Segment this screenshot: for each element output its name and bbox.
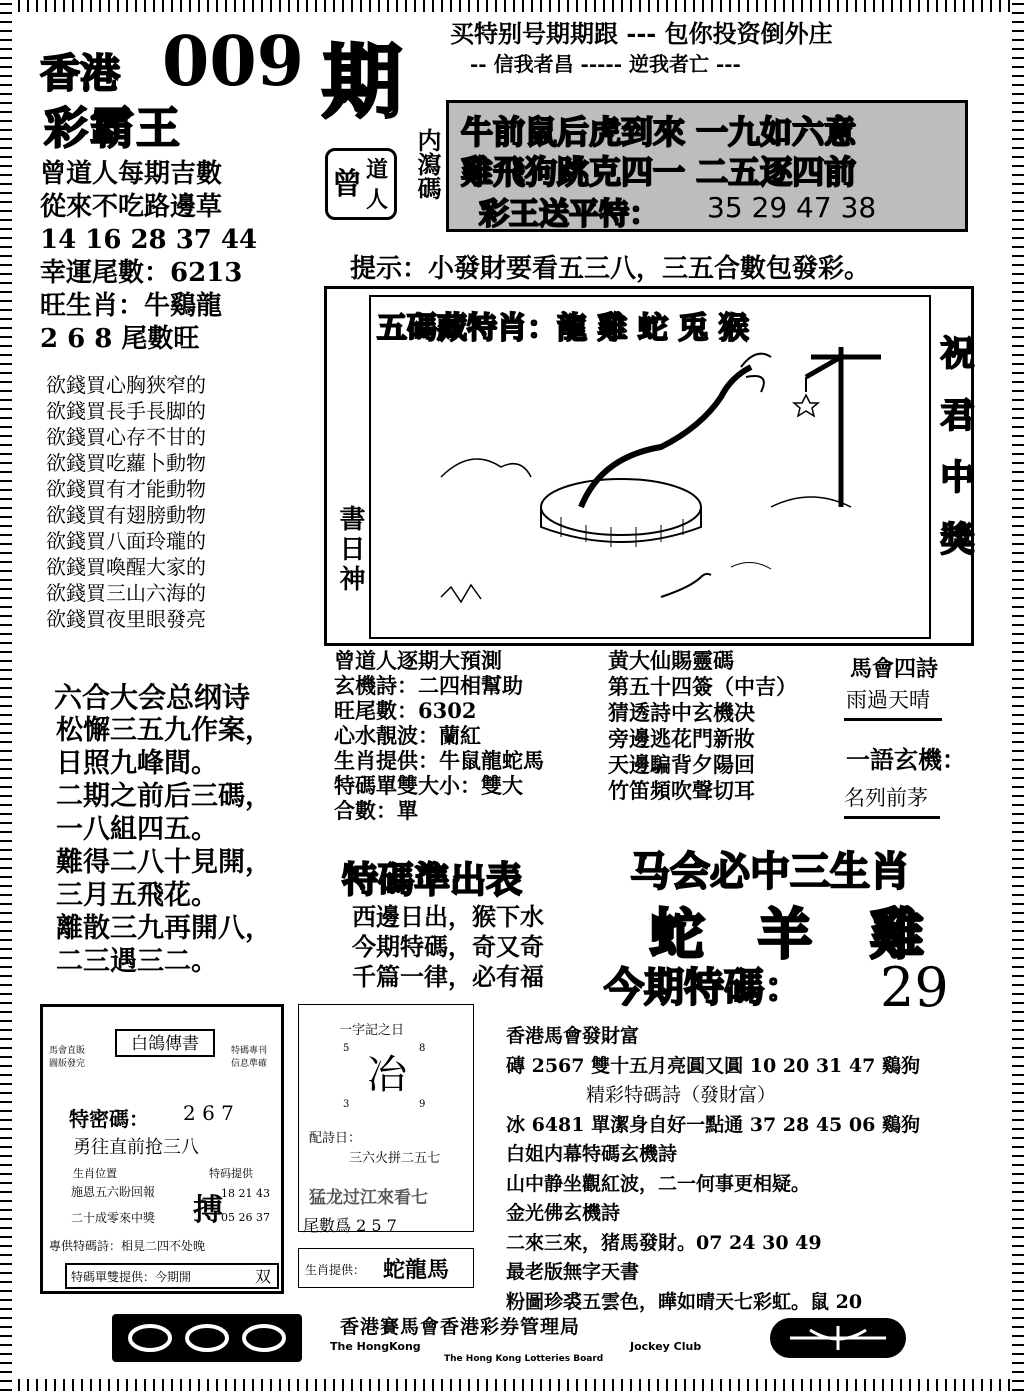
prediction-line: 曾道人逐期大預測 [334,648,502,673]
bottom-border [0,1379,1024,1391]
money-list-item: 欲錢買有才能動物 [46,477,206,501]
huang-line: 竹笛頻吹聲切耳 [608,778,755,803]
money-list-item: 欲錢買八面玲瓏的 [46,529,206,553]
top-border [0,0,1024,12]
prediction-line: 生肖提供：牛鼠龍蛇馬 [334,748,544,773]
brand-hk: 香港 [40,51,120,97]
today-special-label: 今期特碼： [604,965,804,1011]
pigeon-card [40,1004,284,1294]
money-list-item: 欲錢買長手長脚的 [46,399,206,423]
lotteries-logo [770,1318,906,1358]
yizi-dragon-line: 猛龙过江來看七 [309,1188,428,1208]
money-list-item: 欲錢買心存不甘的 [46,425,206,449]
gray-box [446,100,968,232]
prediction-block [334,648,544,823]
money-list-item: 欲錢買吃蘿卜動物 [46,451,206,475]
seal-char-mid: 人 [366,187,389,213]
prediction-line: 心水靚波：蘭紅 [334,723,481,748]
yizi-n9: 9 [419,1099,426,1110]
right-bottom-line: 最老版無字天書 [506,1261,640,1283]
brand-block [40,22,310,102]
card-poem-label: 專供特碼詩：相見二四不处晚 [49,1239,206,1253]
seal-char-left: 曾 [332,167,362,202]
lotteries-logo-mark [770,1318,906,1358]
picture-right-vertical-text: 祝君中獎 [934,335,974,583]
yizi-n5: 5 [343,1043,350,1054]
gray-line-3-numbers: 35 29 47 38 [707,191,877,224]
poem-title: 六合大会总纲诗 [54,681,251,714]
poem-line: 松懈三五九作案， [56,715,272,746]
prediction-line: 特碼單雙大小：雙大 [334,773,523,798]
money-list-item: 欲錢買心胸狹窄的 [46,373,206,397]
secret-code-number: 2 6 7 [183,1101,234,1125]
card-motto: 勇往直前抢三八 [73,1137,199,1158]
poem-line: 日照九峰間。 [56,748,218,779]
right-bottom-line: 白姐内幕特碼玄機詩 [506,1143,678,1165]
zodiac-pos-2: 二十成零來中獎 [71,1211,156,1225]
poem-line: 三月五飛花。 [56,880,218,911]
poem-line: 二期之前后三碼， [56,781,272,812]
poem-line: 離散三九再開八， [56,913,272,944]
yizi-match-text: 三六火拼二五七 [349,1151,441,1166]
slogan-line-2: -- 信我者昌 ----- 逆我者亡 --- [470,52,741,76]
provide-numbers-1: 18 21 43 [221,1187,270,1200]
secret-code-label: 特密碼： [69,1107,149,1131]
special-line: 今期特碼，奇又奇 [352,932,544,961]
poem-lines [56,714,272,978]
info-line-2: 從來不吃路邊草 [40,192,223,222]
zodiac-animal-3: 雞 [870,903,924,966]
info-tail-hot: 2 6 8 尾數旺 [40,324,200,354]
footer-english-1: The HongKong [330,1340,421,1353]
special-title: 特碼準出表 [342,860,523,901]
parity-value: 双 [255,1267,272,1286]
dragon-illustration [411,337,901,637]
money-list-item: 欲錢買夜里眼發亮 [46,607,206,631]
one-word-title: 一語玄機： [846,745,966,774]
yizi-character: 冶 [367,1052,407,1098]
zodiac-pos-1: 施恩五六盼回報 [71,1185,156,1199]
yizi-box [298,1004,474,1235]
info-lucky-zodiac: 旺生肖：牛鷄龍 [40,291,223,321]
issue-number: 009 [162,22,304,102]
zodiac-animal-2: 羊 [758,903,812,966]
seal-side-text: 内瀉碼 [413,128,442,200]
yizi-zodiac-value: 蛇龍馬 [383,1257,450,1283]
right-bottom-line: 精彩特碼詩（發財富） [586,1084,777,1106]
huang-line: 第五十四簽（中吉） [608,674,797,699]
gray-line-3-label: 彩王送平特： [479,197,659,232]
special-line: 千篇一律，必有福 [352,962,544,991]
card-right-note: 特碼專刊 信息準確 [231,1046,268,1069]
footer-english-2: Jockey Club [630,1340,702,1353]
picture-caption: 五碼藏特肖：龍 雞 蛇 兎 猴 [377,311,749,346]
parity-label: 特碼單雙提供：今期開 [71,1270,192,1284]
right-bottom-line: 粉圖珍裘五雲色，曄如晴天七彩虹。鼠 20 [506,1290,863,1313]
slogan-line-1: 买特别号期期跟 --- 包你投资倒外庄 [450,19,833,48]
gray-line-1: 牛前鼠后虎到來 一九如六意 [461,113,857,151]
huang-line: 猜透詩中玄機决 [608,700,755,725]
hkjc-logo-mark [112,1314,302,1362]
money-list-item: 欲錢買三山六海的 [46,581,206,605]
right-bottom-line: 山中静坐觀紅波，二一何事更相疑。 [506,1172,811,1195]
right-bottom-line: 磚 2567 雙十五月亮圓又圓 10 20 31 47 鷄狗 [506,1054,920,1077]
money-list [46,372,206,632]
left-info [40,158,257,356]
zodiac-pos-label: 生肖位置 [73,1167,117,1180]
prediction-line: 玄機詩：二四相幫助 [334,673,523,698]
hkjc-logo [112,1314,302,1362]
yizi-n8: 8 [419,1043,426,1054]
right-bottom-block [506,1022,920,1317]
horse-poem-title: 馬會四詩 [850,656,939,682]
picture-inner [369,295,931,639]
today-special-number: 29 [880,956,949,1019]
yizi-zodiac-row [298,1248,474,1288]
card-title: 白鴿傳書 [115,1029,215,1057]
money-list-item: 欲錢買喚醒大家的 [46,555,206,579]
prediction-line: 合數：單 [334,798,418,823]
seal-char-top: 道 [366,157,389,183]
brand-name: 彩霸王 [44,103,182,154]
right-bottom-line: 香港馬會發財富 [506,1025,640,1047]
info-line-1: 曾道人每期吉數 [40,159,223,189]
seal-badge [325,128,405,238]
yizi-match-label: 配詩日： [309,1131,362,1146]
poem-line: 二三遇三二。 [56,946,218,977]
right-border [1012,0,1024,1391]
yizi-tail: 尾數爲 2 5 7 [303,1216,397,1235]
picture-frame [324,286,974,646]
zodiac-animal-1: 蛇 [650,903,704,966]
qi-character: 期 [322,36,402,129]
right-bottom-line: 二來三來，猪馬發財。07 24 30 49 [506,1231,822,1254]
special-lines [352,902,544,992]
card-left-note: 馬會直販 圖版發完 [49,1046,86,1069]
poem-line: 難得二八十見開， [56,847,272,878]
yizi-zodiac-label: 生肖提供： [305,1263,366,1277]
one-word-text: 名列前茅 [844,782,940,819]
footer-chinese: 香港賽馬會香港彩券管理局 [340,1316,581,1338]
three-zodiac-title: 马会必中三生肖 [630,849,910,895]
huang-line: 黄大仙賜靈碼 [608,648,734,673]
special-line: 西邊日出，猴下水 [352,902,544,931]
prediction-line: 旺尾數：6302 [334,698,477,723]
money-list-item: 欲錢買有翅膀動物 [46,503,206,527]
info-lucky-tail: 幸運尾數：6213 [40,258,243,288]
yizi-n3: 3 [343,1099,350,1110]
provide-label: 特码提供 [209,1167,253,1180]
right-bottom-line: 冰 6481 單潔身自好一點通 37 28 45 06 鷄狗 [506,1113,920,1136]
parity-row [65,1263,279,1289]
poem-line: 一八組四五。 [56,814,218,845]
tip-text: 提示：小發財要看五三八，三五合數包發彩。 [350,254,871,284]
seal-frame [325,148,397,220]
right-bottom-line: 金光佛玄機詩 [506,1202,621,1224]
gray-line-2: 雞飛狗跳克四一 二五逐四前 [461,153,857,191]
huang-line: 旁邊逃花門新妝 [608,726,755,751]
provide-word: 搏 [193,1193,223,1228]
info-numbers: 14 16 28 37 44 [40,225,258,255]
provide-numbers-2: 05 26 37 [221,1211,270,1224]
picture-left-vertical-text: 書日神 [335,505,365,595]
footer-english-3: The Hong Kong Lotteries Board [444,1354,604,1364]
huang-line: 天邊騙背夕陽回 [608,752,755,777]
horse-poem-text: 雨過天晴 [844,684,942,721]
yizi-title: 一字記之日 [339,1023,405,1038]
huang-block [608,648,797,804]
left-border [0,0,12,1391]
